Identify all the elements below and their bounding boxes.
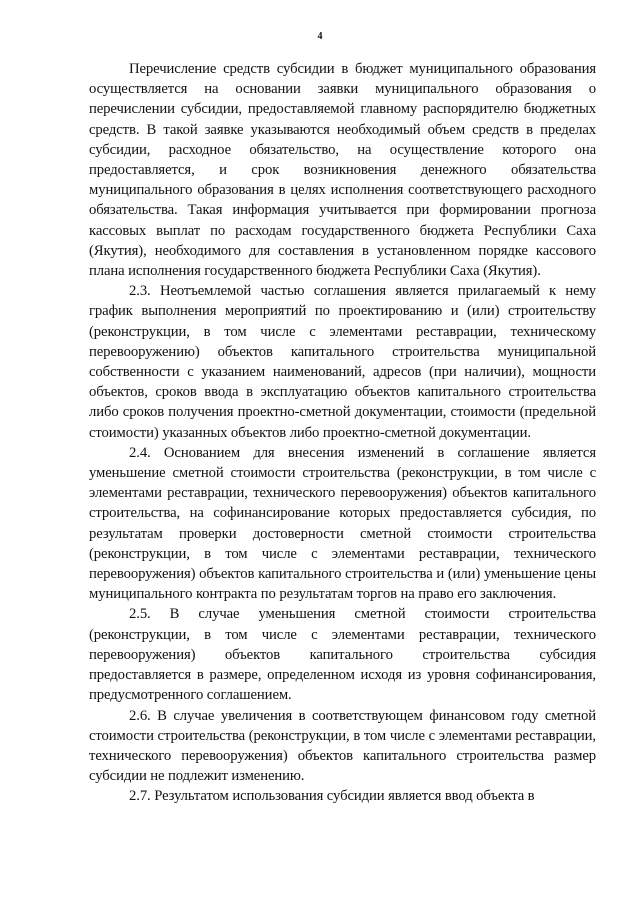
document-body	[89, 59, 596, 807]
paragraph-subsidy-transfer: Перечисление средств субсидии в бюджет муниципального образования осуществляется на основании заявки муниципального образования о перечислении субсидии, предоставляемой главному распорядителю бюджетных средств. В такой заявке указываются необходимый объем средств в пределах субсидии, расходное обязательство, на осуществление которого она предоставляется, и срок возникновения денежного обязательства муниципального образования в целях исполнения соответствующего расходного обязательства. Такая информация учитывается при формировании прогноза кассовых выплат по расходам государственного бюджета Республики Саха (Якутия), необходимого для составления в установленном порядке кассового плана исполнения государственного бюджета Республики Саха (Якутия).	[89, 61, 596, 280]
paragraph-2-7: 2.7. Результатом использования субсидии является ввод объекта в	[129, 788, 535, 805]
paragraph-2-6: 2.6. В случае увеличения в соответствующем финансовом году сметной стоимости строительства (реконструкции, в том числе с элементами реставрации, технического перевооружения) объектов капитального строительства размер субсидии не подлежит изменению.	[89, 707, 596, 785]
paragraph-2-4: 2.4. Основанием для внесения изменений в соглашение является уменьшение сметной стоимости строительства (реконструкции, в том числе с элементами реставрации, технического перевооружения) объектов капитального строительства, на софинансирование которых предоставляется субсидия, по результатам проверки достоверности сметной стоимости строительства (реконструкции, в том числе с элементами реставрации, технического перевооружения) объектов капитального строительства и (или) уменьшение цены муниципального контракта по результатам торгов на право его заключения.	[89, 444, 596, 603]
page-number: 4	[317, 31, 323, 42]
paragraph-2-3: 2.3. Неотъемлемой частью соглашения является прилагаемый к нему график выполнения мероприятий по проектированию и (или) строительству (реконструкции, в том числе с элементами реставрации, техническому перевооружению) объектов капитального строительства муниципальной собственности с указанием наименований, адресов (при наличии), мощности объектов, сроков ввода в эксплуатацию объектов капитального строительства либо сроков получения проектно-сметной документации, стоимости (предельной стоимости) указанных объектов либо проектно-сметной документации.	[89, 283, 596, 441]
paragraph-2-5: 2.5. В случае уменьшения сметной стоимости строительства (реконструкции, в том числе с элементами реставрации, технического перевооружения) объектов капитального строительства субсидия предоставляется в размере, определенном исходя из уровня софинансирования, предусмотренного соглашением.	[89, 606, 596, 704]
